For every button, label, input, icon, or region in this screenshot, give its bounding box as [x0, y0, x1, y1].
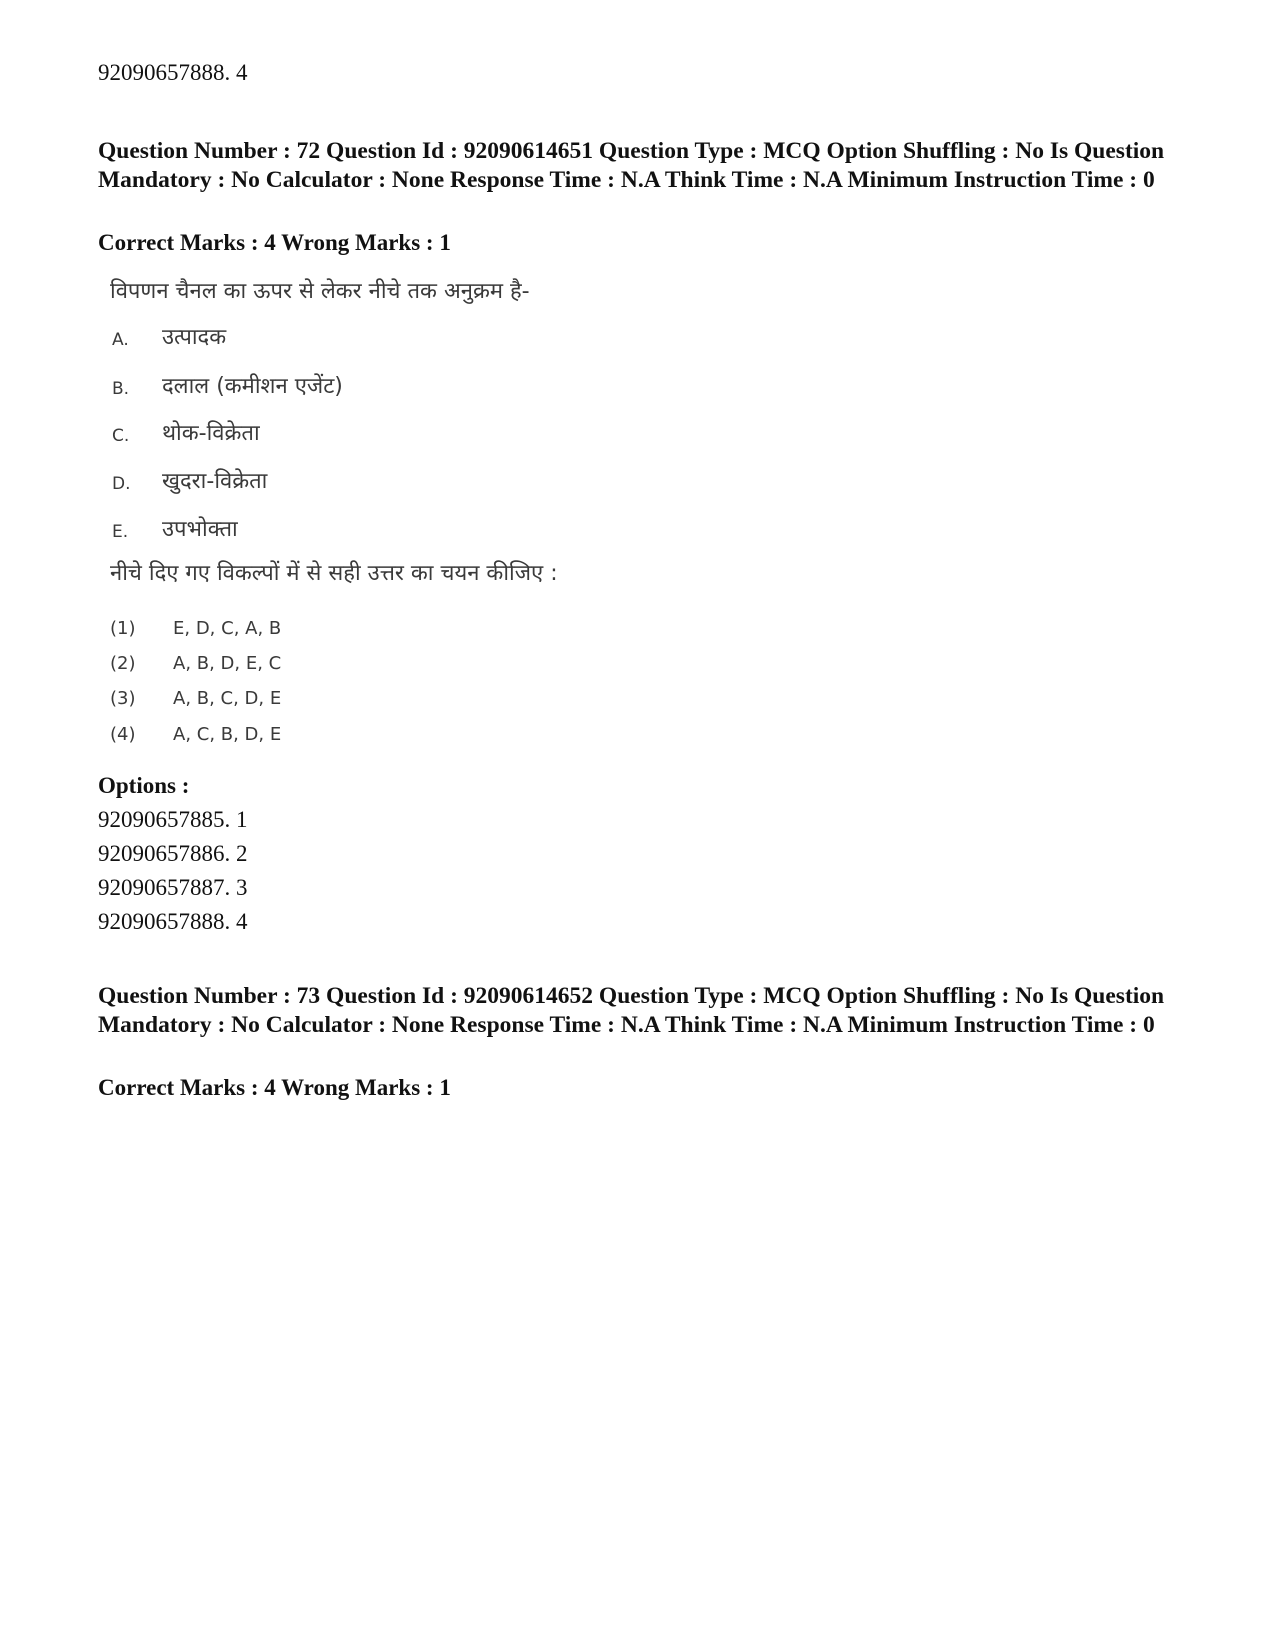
option-line-2: 92090657886. 2 [98, 841, 248, 866]
option-line-1: 92090657885. 1 [98, 807, 248, 832]
item-text: उत्पादक [162, 325, 227, 350]
item-letter: E. [112, 522, 129, 542]
choice-number: (4) [110, 724, 136, 745]
choice-text: A, B, D, E, C [173, 653, 282, 674]
choice-number: (2) [110, 653, 136, 674]
question-72-header: Question Number : 72 Question Id : 92090614651 Question Type : MCQ Option Shuffling : No Is Question Mandatory : No Calculator : None Response Time : N.A Think Time : N.A Minimum Instruction Time : 0 [98, 138, 1165, 193]
option-line-3: 92090657887. 3 [98, 875, 248, 900]
question-73-marks: Correct Marks : 4 Wrong Marks : 1 [98, 1075, 451, 1100]
choice-text: A, C, B, D, E [173, 724, 282, 745]
item-letter: C. [112, 426, 130, 446]
choice-number: (3) [110, 688, 136, 709]
item-text: खुदरा-विक्रेता [162, 469, 268, 494]
item-letter: A. [112, 330, 129, 350]
item-text: दलाल (कमीशन एजेंट) [162, 374, 343, 399]
question-72-marks: Correct Marks : 4 Wrong Marks : 1 [98, 230, 451, 255]
item-text: उपभोक्ता [162, 517, 238, 542]
choice-text: E, D, C, A, B [173, 618, 282, 639]
option-line-4: 92090657888. 4 [98, 909, 248, 934]
question-73-header: Question Number : 73 Question Id : 92090614652 Question Type : MCQ Option Shuffling : No Is Question Mandatory : No Calculator : None Response Time : N.A Think Time : N.A Minimum Instruction Time : 0 [98, 983, 1165, 1038]
choice-text: A, B, C, D, E [173, 688, 282, 709]
question-72-instruction: नीचे दिए गए विकल्पों में से सही उत्तर का चयन कीजिए : [110, 561, 558, 586]
previous-question-last-option: 92090657888. 4 [98, 60, 248, 85]
item-text: थोक-विक्रेता [162, 421, 260, 446]
item-letter: D. [112, 474, 131, 494]
item-letter: B. [112, 379, 130, 399]
choice-number: (1) [110, 618, 136, 639]
question-72-content [108, 270, 578, 750]
options-label: Options : [98, 773, 190, 798]
question-72-stem: विपणन चैनल का ऊपर से लेकर नीचे तक अनुक्रम है- [110, 279, 530, 304]
